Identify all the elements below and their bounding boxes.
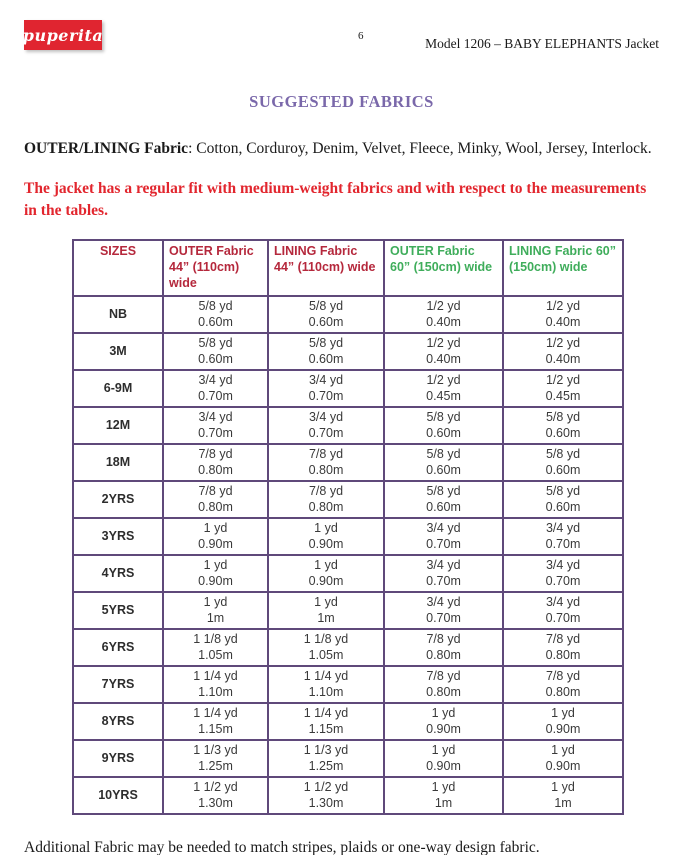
yardage-cell: 3/4 yd 0.70m bbox=[384, 592, 503, 629]
size-cell: 2YRS bbox=[73, 481, 163, 518]
table-row bbox=[73, 777, 623, 814]
size-cell: 4YRS bbox=[73, 555, 163, 592]
yardage-cell: 1 1/4 yd 1.10m bbox=[268, 666, 384, 703]
yardage-cell: 7/8 yd 0.80m bbox=[163, 481, 268, 518]
yardage-cell: 1 yd 1m bbox=[163, 592, 268, 629]
yardage-cell: 3/4 yd 0.70m bbox=[384, 518, 503, 555]
yardage-cell: 5/8 yd 0.60m bbox=[163, 333, 268, 370]
yardage-cell: 1 1/4 yd 1.10m bbox=[163, 666, 268, 703]
size-cell: 5YRS bbox=[73, 592, 163, 629]
page-number: 6 bbox=[358, 30, 364, 42]
yardage-cell: 1 1/8 yd 1.05m bbox=[268, 629, 384, 666]
size-cell: 10YRS bbox=[73, 777, 163, 814]
yardage-cell: 5/8 yd 0.60m bbox=[384, 444, 503, 481]
size-cell: 6YRS bbox=[73, 629, 163, 666]
fit-note-paragraph: The jacket has a regular fit with medium-weight fabrics and with respect to the measurements in the tables. bbox=[24, 180, 647, 219]
yardage-cell: 1 yd 0.90m bbox=[503, 703, 623, 740]
fabric-intro-text: : Cotton, Corduroy, Denim, Velvet, Fleece, Minky, Wool, Jersey, Interlock. bbox=[188, 140, 652, 157]
yardage-cell: 1/2 yd 0.40m bbox=[384, 296, 503, 333]
table-row bbox=[73, 333, 623, 370]
table-row bbox=[73, 555, 623, 592]
yardage-cell: 1 yd 0.90m bbox=[163, 555, 268, 592]
yardage-cell: 1/2 yd 0.45m bbox=[384, 370, 503, 407]
yardage-cell: 7/8 yd 0.80m bbox=[384, 666, 503, 703]
size-cell: 3M bbox=[73, 333, 163, 370]
yardage-cell: 3/4 yd 0.70m bbox=[268, 370, 384, 407]
yardage-cell: 5/8 yd 0.60m bbox=[268, 333, 384, 370]
yardage-cell: 7/8 yd 0.80m bbox=[268, 444, 384, 481]
puperita-logo bbox=[24, 20, 102, 50]
size-cell: 18M bbox=[73, 444, 163, 481]
yardage-cell: 1 1/4 yd 1.15m bbox=[268, 703, 384, 740]
column-header: OUTER Fabric 44” (110cm) wide bbox=[163, 240, 268, 296]
yardage-cell: 5/8 yd 0.60m bbox=[503, 481, 623, 518]
yardage-cell: 3/4 yd 0.70m bbox=[503, 518, 623, 555]
size-cell: 3YRS bbox=[73, 518, 163, 555]
table-row bbox=[73, 407, 623, 444]
yardage-cell: 1 yd 0.90m bbox=[384, 740, 503, 777]
table-row bbox=[73, 370, 623, 407]
yardage-cell: 1 1/2 yd 1.30m bbox=[268, 777, 384, 814]
yardage-cell: 1 1/3 yd 1.25m bbox=[163, 740, 268, 777]
yardage-cell: 5/8 yd 0.60m bbox=[268, 296, 384, 333]
yardage-cell: 7/8 yd 0.80m bbox=[384, 629, 503, 666]
fabric-intro-label: OUTER/LINING Fabric bbox=[24, 140, 189, 157]
yardage-cell: 1 1/4 yd 1.15m bbox=[163, 703, 268, 740]
yardage-cell: 5/8 yd 0.60m bbox=[503, 407, 623, 444]
size-cell: 7YRS bbox=[73, 666, 163, 703]
size-cell: 8YRS bbox=[73, 703, 163, 740]
table-row bbox=[73, 740, 623, 777]
table-header-row bbox=[73, 240, 623, 296]
size-cell: NB bbox=[73, 296, 163, 333]
table-row bbox=[73, 518, 623, 555]
footer-note: Additional Fabric may be needed to match stripes, plaids or one-way design fabric. bbox=[24, 839, 540, 855]
yardage-cell: 5/8 yd 0.60m bbox=[384, 407, 503, 444]
fabric-requirements-table bbox=[72, 239, 624, 815]
yardage-cell: 3/4 yd 0.70m bbox=[503, 592, 623, 629]
yardage-cell: 7/8 yd 0.80m bbox=[503, 629, 623, 666]
yardage-cell: 5/8 yd 0.60m bbox=[384, 481, 503, 518]
size-cell: 12M bbox=[73, 407, 163, 444]
yardage-cell: 7/8 yd 0.80m bbox=[503, 666, 623, 703]
column-header: SIZES bbox=[73, 240, 163, 296]
yardage-cell: 1/2 yd 0.45m bbox=[503, 370, 623, 407]
yardage-cell: 1/2 yd 0.40m bbox=[384, 333, 503, 370]
table-row bbox=[73, 296, 623, 333]
logo-text: puperita bbox=[22, 25, 104, 45]
yardage-cell: 3/4 yd 0.70m bbox=[503, 555, 623, 592]
yardage-cell: 1 yd 0.90m bbox=[268, 555, 384, 592]
yardage-cell: 1 1/3 yd 1.25m bbox=[268, 740, 384, 777]
column-header: LINING Fabric 60” (150cm) wide bbox=[503, 240, 623, 296]
yardage-cell: 3/4 yd 0.70m bbox=[163, 370, 268, 407]
page-header bbox=[24, 20, 659, 52]
yardage-cell: 3/4 yd 0.70m bbox=[268, 407, 384, 444]
yardage-cell: 1 yd 1m bbox=[268, 592, 384, 629]
yardage-cell: 7/8 yd 0.80m bbox=[163, 444, 268, 481]
fabric-intro-paragraph bbox=[24, 138, 659, 160]
yardage-cell: 1 1/2 yd 1.30m bbox=[163, 777, 268, 814]
column-header: LINING Fabric 44” (110cm) wide bbox=[268, 240, 384, 296]
yardage-cell: 1 yd 0.90m bbox=[384, 703, 503, 740]
table-row bbox=[73, 629, 623, 666]
table-row bbox=[73, 703, 623, 740]
yardage-cell: 1 yd 0.90m bbox=[268, 518, 384, 555]
yardage-cell: 3/4 yd 0.70m bbox=[384, 555, 503, 592]
yardage-cell: 1/2 yd 0.40m bbox=[503, 296, 623, 333]
yardage-cell: 5/8 yd 0.60m bbox=[163, 296, 268, 333]
yardage-cell: 1 yd 0.90m bbox=[163, 518, 268, 555]
yardage-cell: 1 yd 1m bbox=[384, 777, 503, 814]
section-title: SUGGESTED FABRICS bbox=[249, 92, 434, 111]
table-row bbox=[73, 592, 623, 629]
yardage-cell: 5/8 yd 0.60m bbox=[503, 444, 623, 481]
yardage-cell: 1 1/8 yd 1.05m bbox=[163, 629, 268, 666]
yardage-cell: 7/8 yd 0.80m bbox=[268, 481, 384, 518]
table-row bbox=[73, 666, 623, 703]
size-cell: 6-9M bbox=[73, 370, 163, 407]
size-cell: 9YRS bbox=[73, 740, 163, 777]
table-row bbox=[73, 481, 623, 518]
yardage-cell: 1 yd 1m bbox=[503, 777, 623, 814]
yardage-cell: 1 yd 0.90m bbox=[503, 740, 623, 777]
model-title: Model 1206 – BABY ELEPHANTS Jacket bbox=[425, 36, 659, 51]
column-header: OUTER Fabric 60” (150cm) wide bbox=[384, 240, 503, 296]
table-row bbox=[73, 444, 623, 481]
yardage-cell: 1/2 yd 0.40m bbox=[503, 333, 623, 370]
yardage-cell: 3/4 yd 0.70m bbox=[163, 407, 268, 444]
